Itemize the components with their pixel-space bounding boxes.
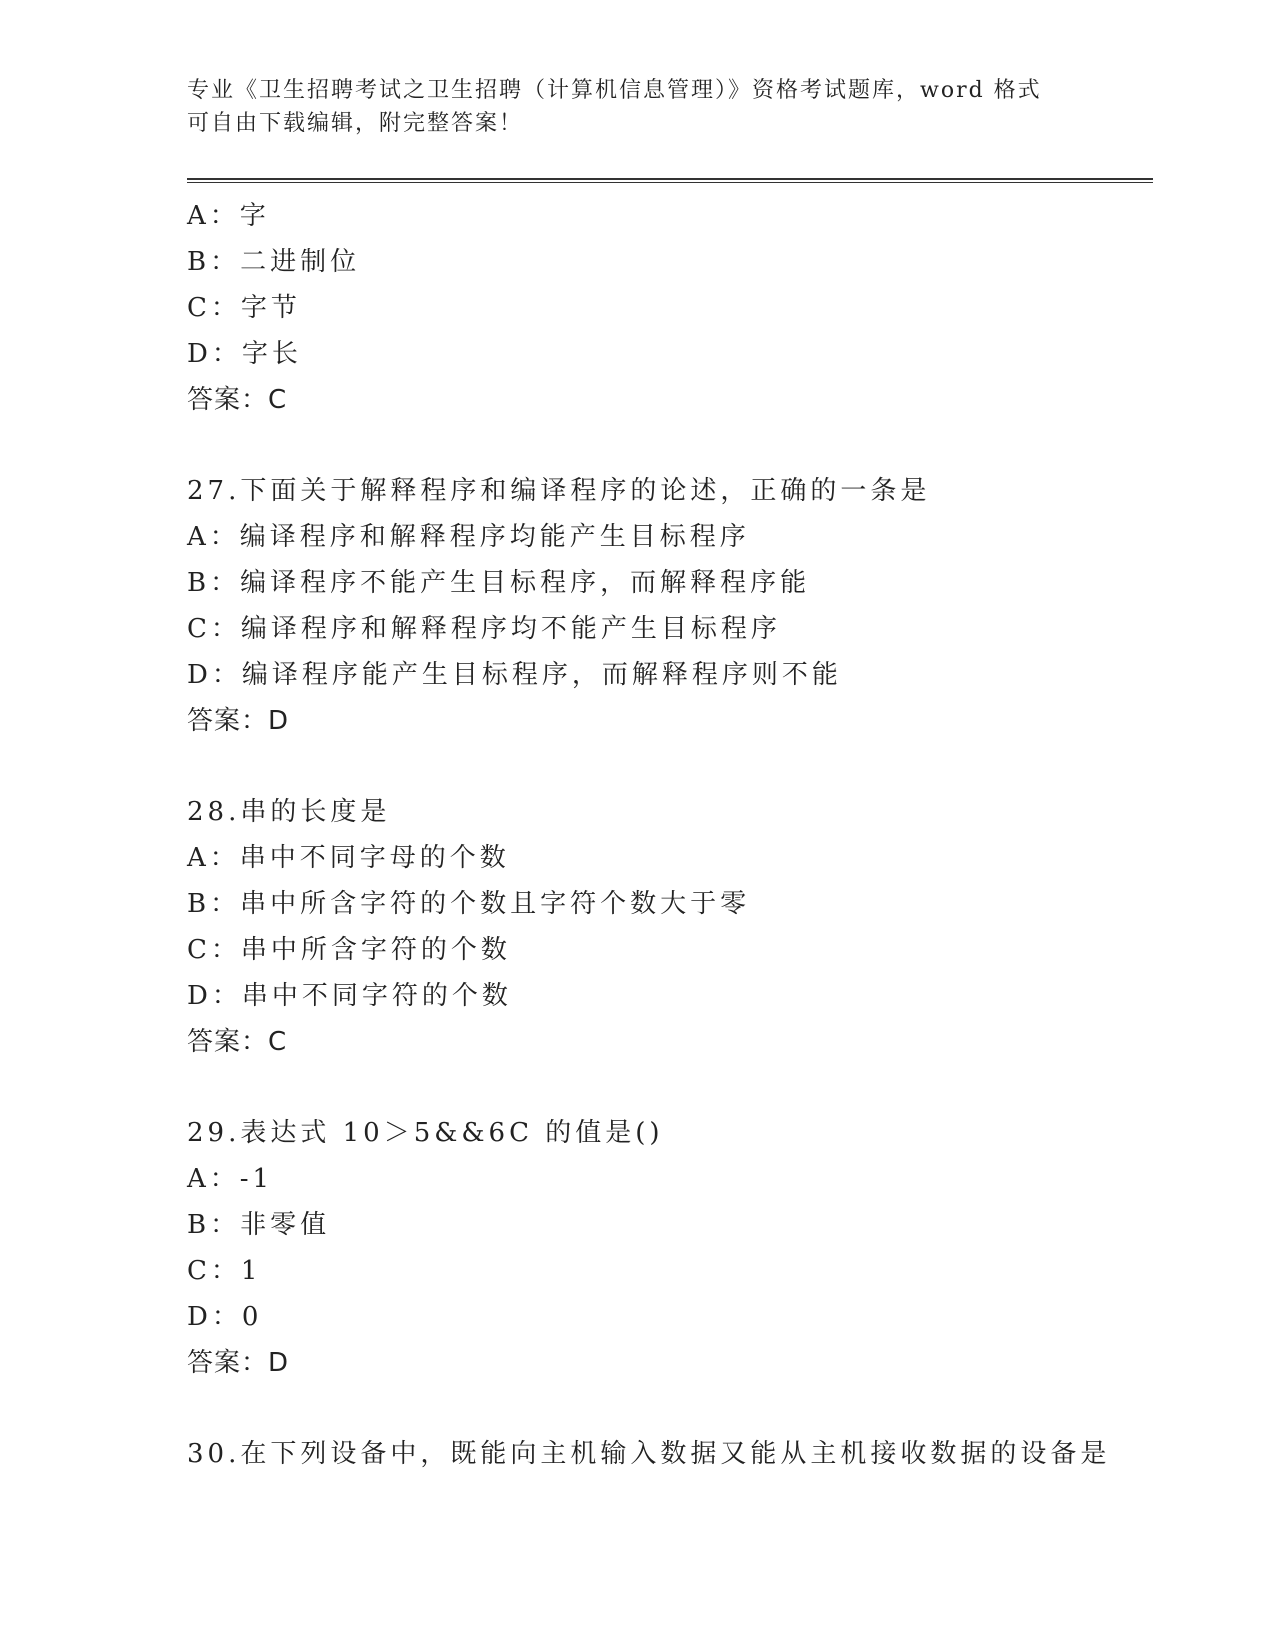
answer: 答案：C <box>187 385 288 415</box>
question-29 <box>187 1110 1167 1386</box>
header-title-line-2: 可自由下载编辑，附完整答案！ <box>187 111 524 136</box>
option-d: D：编译程序能产生目标程序，而解释程序则不能 <box>187 660 842 690</box>
question-stem: 27.下面关于解释程序和编译程序的论述，正确的一条是 <box>187 476 931 506</box>
spacer <box>187 1386 1167 1431</box>
question-stem: 30.在下列设备中，既能向主机输入数据又能从主机接收数据的设备是 <box>187 1439 1111 1469</box>
option-c: C：串中所含字符的个数 <box>187 935 511 965</box>
question-stem: 29.表达式 10＞5&&6C 的值是() <box>187 1118 664 1148</box>
option-d: D：串中不同字符的个数 <box>187 981 512 1011</box>
option-d: D：0 <box>187 1302 263 1332</box>
header-divider <box>187 178 1153 183</box>
document-body <box>187 193 1167 1477</box>
question-30 <box>187 1431 1167 1477</box>
option-b: B：二进制位 <box>187 247 361 277</box>
spacer <box>187 423 1167 468</box>
option-b: B：非零值 <box>187 1210 331 1240</box>
option-c: C：编译程序和解释程序均不能产生目标程序 <box>187 614 781 644</box>
answer: 答案：D <box>187 1348 290 1378</box>
spacer <box>187 744 1167 789</box>
question-28 <box>187 789 1167 1065</box>
option-a: A：-1 <box>187 1164 274 1194</box>
option-c: C：1 <box>187 1256 262 1286</box>
question-27 <box>187 468 1167 744</box>
spacer <box>187 1065 1167 1110</box>
option-b: B：编译程序不能产生目标程序，而解释程序能 <box>187 568 811 598</box>
answer: 答案：D <box>187 706 290 736</box>
option-b: B：串中所含字符的个数且字符个数大于零 <box>187 889 751 919</box>
header-title-line-1: 专业《卫生招聘考试之卫生招聘（计算机信息管理）》资格考试题库，word 格式 <box>187 78 1042 103</box>
option-a: A：串中不同字母的个数 <box>187 843 510 873</box>
option-a: A：编译程序和解释程序均能产生目标程序 <box>187 522 750 552</box>
answer: 答案：C <box>187 1027 288 1057</box>
option-a: A：字 <box>187 201 270 231</box>
question-stem: 28.串的长度是 <box>187 797 391 827</box>
option-d: D：字长 <box>187 339 302 369</box>
question-26-continued <box>187 193 1167 423</box>
option-c: C：字节 <box>187 293 301 323</box>
document-header <box>187 74 1087 140</box>
